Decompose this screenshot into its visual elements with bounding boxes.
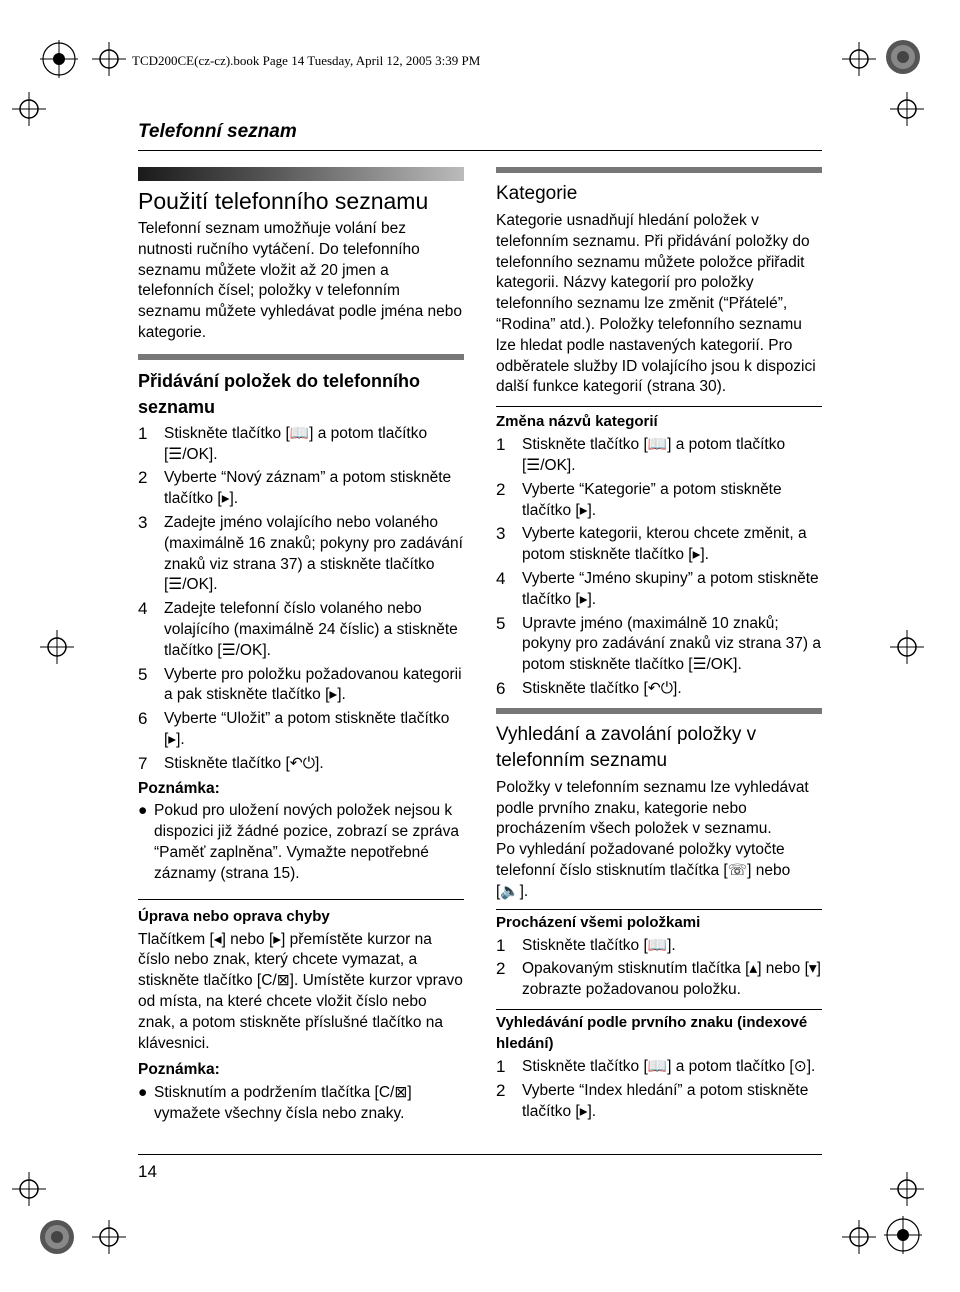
running-header: TCD200CE(cz-cz).book Page 14 Tuesday, April 12, 2005 3:39 PM bbox=[132, 53, 481, 68]
step-item: 1 Stiskněte tlačítko [📖] a potom tlačítko [⊙]. bbox=[496, 1056, 816, 1076]
registration-mark-icon bbox=[884, 38, 922, 76]
registration-mark-icon bbox=[40, 40, 78, 78]
fix-heading: Úprava nebo oprava chyby bbox=[138, 907, 330, 925]
main-heading: Použití telefonního seznamu bbox=[138, 188, 429, 214]
divider bbox=[138, 899, 464, 900]
divider bbox=[496, 909, 822, 910]
registration-mark-icon bbox=[884, 1216, 922, 1254]
category-heading: Kategorie bbox=[496, 183, 578, 204]
note-bullet: ● Stisknutím a podržením tlačítka [C/⊠] vymažete všechny čísla nebo znaky. bbox=[138, 1084, 412, 1122]
section-rule bbox=[138, 150, 822, 151]
search-text: Položky v telefonním seznamu lze vyhledávat podle prvního znaku, kategorie nebo procházením všech položek v seznamu. bbox=[496, 778, 809, 838]
note-label: Poznámka: bbox=[138, 1061, 220, 1079]
step-item: 4 Zadejte telefonní číslo volaného nebo volajícího (maximálně 24 číslic) a stiskněte tlačítko [☰/OK]. bbox=[138, 599, 458, 659]
step-item: 5 Vyberte pro položku požadovanou kategorii a pak stiskněte tlačítko [▸]. bbox=[138, 664, 462, 704]
step-item: 7 Stiskněte tlačítko [↶⏻]. bbox=[138, 753, 324, 773]
registration-mark-icon bbox=[888, 1170, 926, 1208]
step-item: 1 Stiskněte tlačítko [📖] a potom tlačítko [☰/OK]. bbox=[138, 423, 428, 463]
search-heading: Vyhledání a zavolání položky v telefonním seznamu bbox=[496, 723, 757, 771]
registration-mark-icon bbox=[888, 90, 926, 128]
divider bbox=[496, 406, 822, 407]
registration-mark-icon bbox=[38, 628, 76, 666]
section-title: Telefonní seznam bbox=[138, 121, 297, 142]
registration-mark-icon bbox=[888, 628, 926, 666]
note-label: Poznámka: bbox=[138, 779, 220, 797]
step-item: 5 Upravte jméno (maximálně 10 znaků; pokyny pro zadávání znaků viz strana 37) a potom stiskněte tlačítko [☰/OK]. bbox=[496, 613, 821, 674]
subheading-bar bbox=[138, 354, 464, 360]
category-text: Kategorie usnadňují hledání položek v telefonním seznamu. Při přidávání položky do telefonního seznamu můžete položce přiřadit kategorii. Názvy kategorií pro položky telefonního seznamu lze změnit (“Přátelé”, “Rodina” atd.). Položky telefonního seznamu lze hledat podle nastavených kategorií. Pro odběratele služby ID volajícího jsou k dispozici další funkce kategorií (strana 30). bbox=[496, 212, 816, 396]
step-item: 6 Vyberte “Uložit” a potom stiskněte tlačítko [▸]. bbox=[138, 709, 450, 748]
registration-mark-icon bbox=[840, 1218, 878, 1256]
browse-heading: Procházení všemi položkami bbox=[496, 913, 701, 931]
step-item: 1 Stiskněte tlačítko [📖]. bbox=[496, 935, 676, 955]
step-item: 6 Stiskněte tlačítko [↶⏻]. bbox=[496, 678, 682, 698]
subheading-bar bbox=[496, 708, 822, 714]
first-char-heading: Vyhledávání podle prvního znaku (indexové hledání) bbox=[496, 1013, 808, 1052]
step-item: 3 Zadejte jméno volajícího nebo volaného (maximálně 16 znaků; pokyny pro zadávání znaků viz strana 37) a stiskněte tlačítko [☰/OK]. bbox=[138, 512, 463, 594]
registration-mark-icon bbox=[10, 90, 48, 128]
step-item: 2 Vyberte “Index hledání” a potom stiskněte tlačítko [▸]. bbox=[496, 1080, 809, 1120]
page-number: 14 bbox=[138, 1162, 157, 1181]
left-column bbox=[138, 167, 464, 1125]
divider bbox=[496, 1009, 822, 1010]
note-bullet: ● Pokud pro uložení nových položek nejsou k dispozici již žádné pozice, zobrazí se zpráva “Paměť zaplněna”. Vymažte nepotřebné záznamy (strana 15). bbox=[138, 802, 459, 882]
step-item: 1 Stiskněte tlačítko [📖] a potom tlačítko [☰/OK]. bbox=[496, 435, 786, 474]
registration-mark-icon bbox=[10, 1170, 48, 1208]
step-item: 2 Vyberte “Kategorie” a potom stiskněte tlačítko [▸]. bbox=[496, 479, 782, 519]
step-item: 2 Opakovaným stisknutím tlačítka [▴] nebo [▾] zobrazte požadovanou položku. bbox=[496, 959, 821, 999]
subheading-bar bbox=[496, 167, 822, 173]
heading-bar bbox=[138, 167, 464, 181]
registration-mark-icon bbox=[90, 40, 128, 78]
right-column bbox=[496, 167, 822, 1125]
search-text-2: Po vyhledání požadované položky vytočte telefonní číslo stisknutím tlačítka [☏] nebo [🔈]. bbox=[496, 841, 791, 900]
step-item: 3 Vyberte kategorii, kterou chcete změnit, a potom stiskněte tlačítko [▸]. bbox=[496, 524, 807, 564]
fix-text: Tlačítkem [◂] nebo [▸] přemístěte kurzor na číslo nebo znak, který chcete vymazat, a stiskněte tlačítko [C/⊠]. Umístěte kurzor vpravo od místa, na které chcete vložit číslo nebo znak, a potom stiskněte příslušné tlačítko na klávesnici. bbox=[138, 930, 463, 1052]
registration-mark-icon bbox=[38, 1218, 76, 1256]
intro-text: Telefonní seznam umožňuje volání bez nutnosti ručního vytáčení. Do telefonního seznamu můžete vložit až 20 jmen a telefonních čísel; položky v telefonním seznamu můžete vyhledávat podle jména nebo kategorie. bbox=[138, 220, 462, 341]
step-item: 4 Vyberte “Jméno skupiny” a potom stiskněte tlačítko [▸]. bbox=[496, 568, 819, 608]
rename-heading: Změna názvů kategorií bbox=[496, 413, 658, 431]
add-heading: Přidávání položek do telefonního seznamu bbox=[138, 370, 421, 417]
registration-mark-icon bbox=[840, 40, 878, 78]
footer-rule bbox=[138, 1154, 822, 1155]
step-item: 2 Vyberte “Nový záznam” a potom stiskněte tlačítko [▸]. bbox=[138, 468, 452, 508]
registration-mark-icon bbox=[90, 1218, 128, 1256]
